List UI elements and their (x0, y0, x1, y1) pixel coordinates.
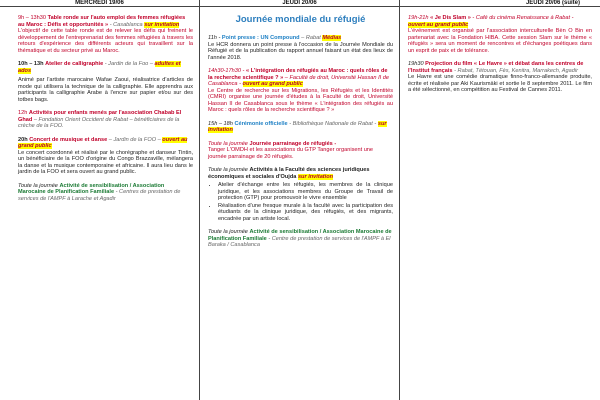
event-when: Toute la journée (208, 140, 248, 147)
event-text: Le HCR donnera un point presse à l'occasion de la Journée Mondiale du Réfugié et de la publication du rapport annuel faisant un état des lieux de l'année 2018. (208, 41, 393, 61)
event-time: 9h – 13h30 (18, 15, 46, 21)
event-time: 15h – 18h (208, 120, 233, 127)
event-calligraphy (18, 61, 193, 103)
column-header: JEUDI 20/06 (suite) (400, 0, 600, 7)
event-title: Point presse : UN Compound (221, 35, 300, 41)
event-when: Toute la journée (208, 167, 248, 173)
event-tag: sur invitation (297, 173, 334, 180)
event-title: « Je Dis Slam » (430, 15, 471, 21)
event-place: - Casablanca (109, 21, 143, 28)
event-place: - Jardin de la Foo – (104, 61, 153, 67)
event-sponsorship (208, 141, 393, 161)
event-text: Le Havre est une comédie dramatique finno-franco-allemande produite, écrite et réalisée par Aki Kaurismäki et sortie le 8 septembre 2011. Le film a été sélectionné, en compétition au Festival de Cannes 2011. (408, 74, 592, 93)
event-time: 19h-21h (408, 15, 429, 21)
event-tag: adultes et ados (18, 61, 181, 74)
event-title: Cérémonie officielle (234, 120, 288, 127)
event-title: « L'intégration des réfugiés au Maroc : quels rôles de la recherche scientifique ? » (208, 68, 388, 81)
event-text: L'objectif de cette table ronde est de relever les défis qui freinent le développement de l'entreprenariat des femmes réfugiées à travers les retours d'expérience des différents acteurs qui travaillent sur la thématique et du secteur privé au Maroc. (18, 28, 193, 54)
event-round-table (18, 15, 193, 54)
section-title: Journée mondiale du réfugié (235, 14, 366, 25)
event-children (18, 110, 193, 130)
event-place: – Rabat (301, 35, 321, 41)
event-place: – Faculté de droit, Université Hassan II de Casablanca - (208, 74, 389, 87)
event-time: 20h (18, 136, 28, 143)
event-when: Toute la journée (18, 182, 58, 189)
event-text: Animé par l'artiste marocaine Wafae Zaoui, réalisatrice d'articles de mode qui utilisera la technique de la calligraphie. Elle apprendra aux participants la calligraphie Arabe à l'encre sur papier et/ou sur des totbes bags. (18, 77, 193, 103)
column-header: JEUDI 20/06 (200, 0, 399, 7)
event-tag: ouvert au grand public (408, 21, 469, 28)
event-tag: Médias (322, 35, 342, 41)
event-press (208, 35, 393, 61)
event-when: Toute la journée (208, 229, 248, 235)
event-title: Projection du film « Le Havre » et débat dans les centres de l'Institut français (408, 61, 584, 74)
event-time: 12h (18, 110, 28, 116)
event-tag: sur invitation (208, 120, 387, 133)
event-film (408, 61, 592, 94)
event-text: Tanger L'OMDH et les associations du GTP Tanger organisent une journée parrainage de 20 réfugiés. (208, 147, 374, 160)
event-tag: ouvert au grand public (242, 81, 303, 87)
event-slam (408, 15, 592, 54)
event-time: 11h - (208, 35, 221, 41)
event-study-day (208, 68, 393, 114)
event-title: Table ronde sur l'auto emploi des femmes réfugiées au Maroc : Défis et opportunités » (18, 15, 186, 28)
event-concert (18, 137, 193, 176)
event-text: – Fondation Orient Occident de Rabat – bénéficiaires de la crèche de la FOO. (18, 116, 180, 129)
event-title: Activités pour enfants menés par l'association Chabab El Ghad (18, 110, 182, 123)
event-text: - Centres de prestation de services de l'AMPF à Larache et Agadir (18, 189, 181, 202)
event-text: Le concert coordonné et réalisé par le chorégraphe et danseur Tintin, un bénéficiaire de la FOO d'origine du Congo Brazzaville, mélangera la danse et la musique contemporaine et africaine. Il aura lieu dans le jardin de la FOO et sera ouvert au grand public. (18, 149, 193, 175)
column-thursday-continued (400, 0, 600, 400)
column-thursday (200, 0, 400, 400)
event-text: Le Centre de recherche sur les Migrations, les Réfugiés et les Identités (CMRI) organise une journée d'études à la Faculté de droit, Université Hassan II de Casablanca sous le thème « L'intégration des réfugiés au Maroc : quels rôles de la recherche scientifique ? » (208, 87, 393, 113)
event-tag: sur invitation (144, 21, 180, 28)
event-awareness (208, 229, 393, 249)
event-tag: ouvert au grand public (18, 136, 188, 149)
activity-list (208, 182, 393, 222)
event-title: Activités à la Faculté des sciences juridiques économiques et sociales d'Oujda (208, 167, 370, 180)
event-place: - Rabat, Tétouan, Fès, Kenitra, Marrakech, Agadir (454, 67, 578, 74)
event-ceremony (208, 121, 393, 134)
event-time: 10h – 13h (18, 61, 44, 67)
event-text: - Centre de prestation de services de l'AMPF à El Baraka / Casablanca (208, 235, 391, 248)
event-awareness (18, 183, 193, 203)
event-title: Atelier de calligraphie (45, 61, 104, 67)
event-place: - Bibliothèque Nationale de Rabat - (289, 120, 377, 127)
column-header: MERCREDI 19/06 (0, 0, 199, 7)
event-title: Activité de sensibilisation / Association Marocaine de Planification Familiale (208, 229, 392, 242)
event-time: 19h30 (408, 61, 424, 67)
event-place: - Café du cinéma Renaissance à Rabat - (472, 15, 574, 21)
list-item: • Atelier d'échange entre les réfugiés, les membres de la clinique juridique, et les associations membres du Groupe de Travail de protection (GTP) pour promouvoir le vivre ensemble (218, 182, 393, 202)
event-oujda (208, 167, 393, 222)
list-item: • Réalisation d'une fresque murale à la faculté avec la participation des étudiants de la clinique juridique, des réfugiés, et des migrants, encadrée par un artiste local. (218, 203, 393, 223)
event-title: Concert de musique et danse (29, 136, 108, 143)
event-text: L'événement est organisé par l'association interculturelle Bèn O Bin en partenariat avec la Fondation HIBA. Cette session Slam sur le thème « réfugiés » sera un moment de rencontres et d'échanges poétiques dans un esprit de paix et de tolérance. (408, 28, 592, 54)
column-wednesday (0, 0, 200, 400)
event-time: 14h30-17h30 - (208, 68, 245, 74)
event-title: Journée parrainage de réfugiés - (249, 140, 337, 147)
event-title: Activité de sensibilisation / Association Marocaine de Planification Familiale (18, 182, 165, 195)
event-place: – Jardin de la FOO – (108, 136, 161, 143)
